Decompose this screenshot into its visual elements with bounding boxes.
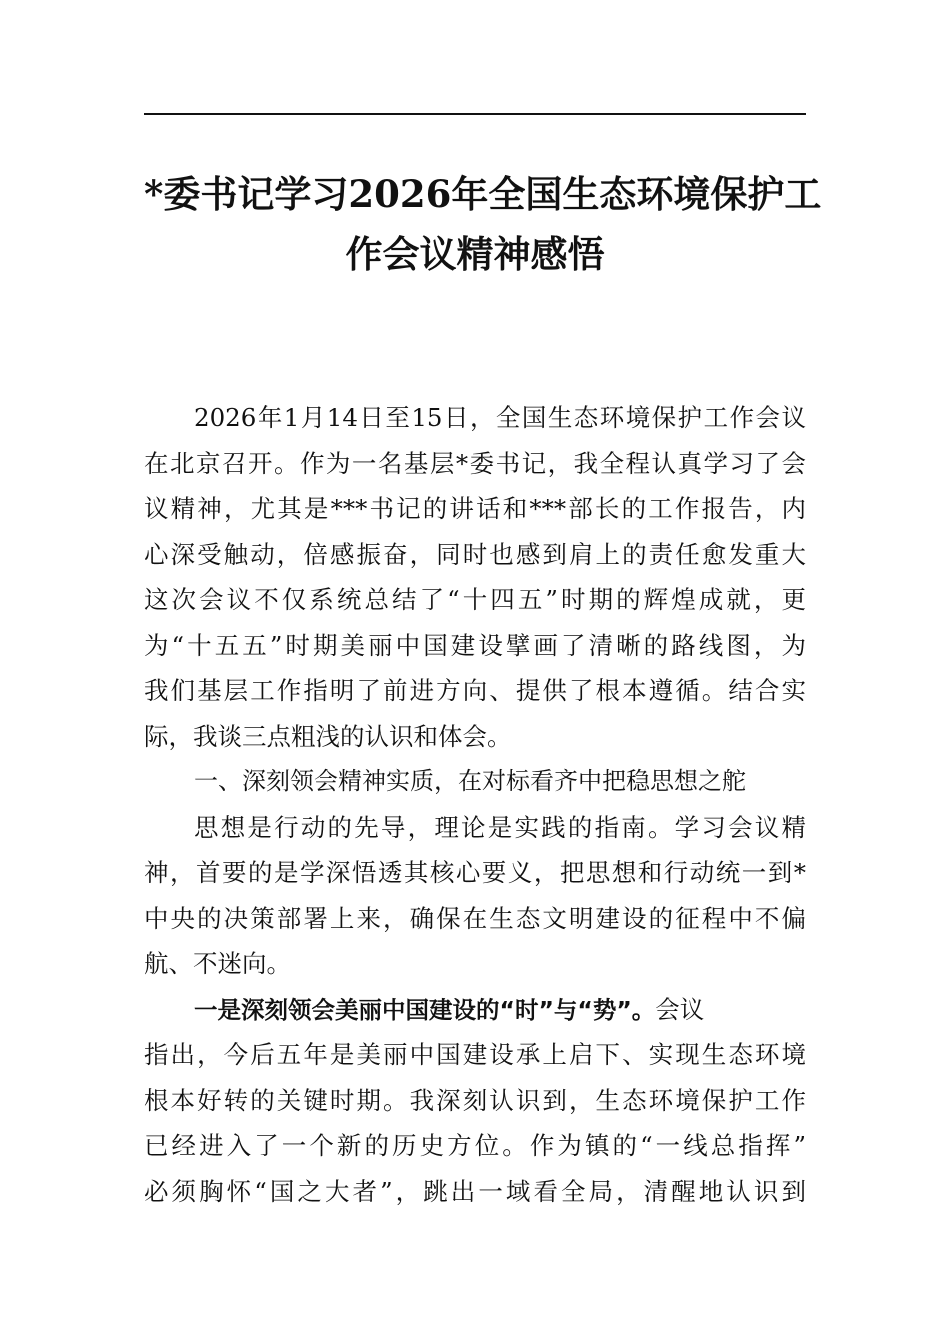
- text-line: 根本好转的关键时期。我深刻认识到，生态环境保护工作: [144, 1085, 806, 1115]
- body-paragraph: [144, 987, 806, 1215]
- text-line: 航、不迷向。: [144, 949, 291, 978]
- document-body: [144, 395, 806, 1214]
- text-line: 际，我谈三点粗浅的认识和体会。: [144, 721, 512, 751]
- text-line: 议精神，尤其是***书记的讲话和***部长的工作报告，内: [144, 494, 806, 523]
- title-line: 作会议精神感悟: [345, 232, 605, 276]
- text-line: 这次会议不仅系统总结了“十四五”时期的辉煌成就，更: [144, 585, 806, 614]
- text-run: 会议: [655, 994, 705, 1024]
- section-heading: 一、深刻领会精神实质，在对标看齐中把稳思想之舵: [194, 767, 746, 795]
- text-line: 在北京召开。作为一名基层*委书记，我全程认真学习了会: [144, 448, 806, 478]
- title-line: *委书记学习2026年全国生态环境保护工: [144, 172, 822, 216]
- text-line: [144, 987, 806, 1033]
- text-line: 我们基层工作指明了前进方向、提供了根本遵循。结合实: [144, 676, 806, 705]
- document-title: [144, 164, 822, 284]
- text-line: 神，首要的是学深悟透其核心要义，把思想和行动统一到*: [144, 858, 806, 887]
- header-rule: [144, 113, 806, 115]
- text-line: 必须胸怀“国之大者”，跳出一域看全局，清醒地认识到: [144, 1176, 806, 1206]
- text-line: 已经进入了一个新的历史方位。作为镇的“一线总指挥”: [144, 1131, 806, 1160]
- text-line: 中央的决策部署上来，确保在生态文明建设的征程中不偏: [144, 903, 806, 933]
- text-line: 2026年1月14日至15日，全国生态环境保护工作会议: [194, 403, 806, 432]
- text-line: 为“十五五”时期美丽中国建设擘画了清晰的路线图，为: [144, 630, 806, 660]
- intro-paragraph: [144, 395, 806, 759]
- bold-lead-text: 一是深刻领会美丽中国建设的“时”与“势”。: [194, 995, 656, 1024]
- text-line: 指出，今后五年是美丽中国建设承上启下、实现生态环境: [144, 1040, 806, 1069]
- body-paragraph: [144, 805, 806, 987]
- text-line: 心深受触动，倍感振奋，同时也感到肩上的责任愈发重大: [144, 539, 806, 569]
- text-line: 思想是行动的先导，理论是实践的指南。学习会议精: [194, 812, 806, 842]
